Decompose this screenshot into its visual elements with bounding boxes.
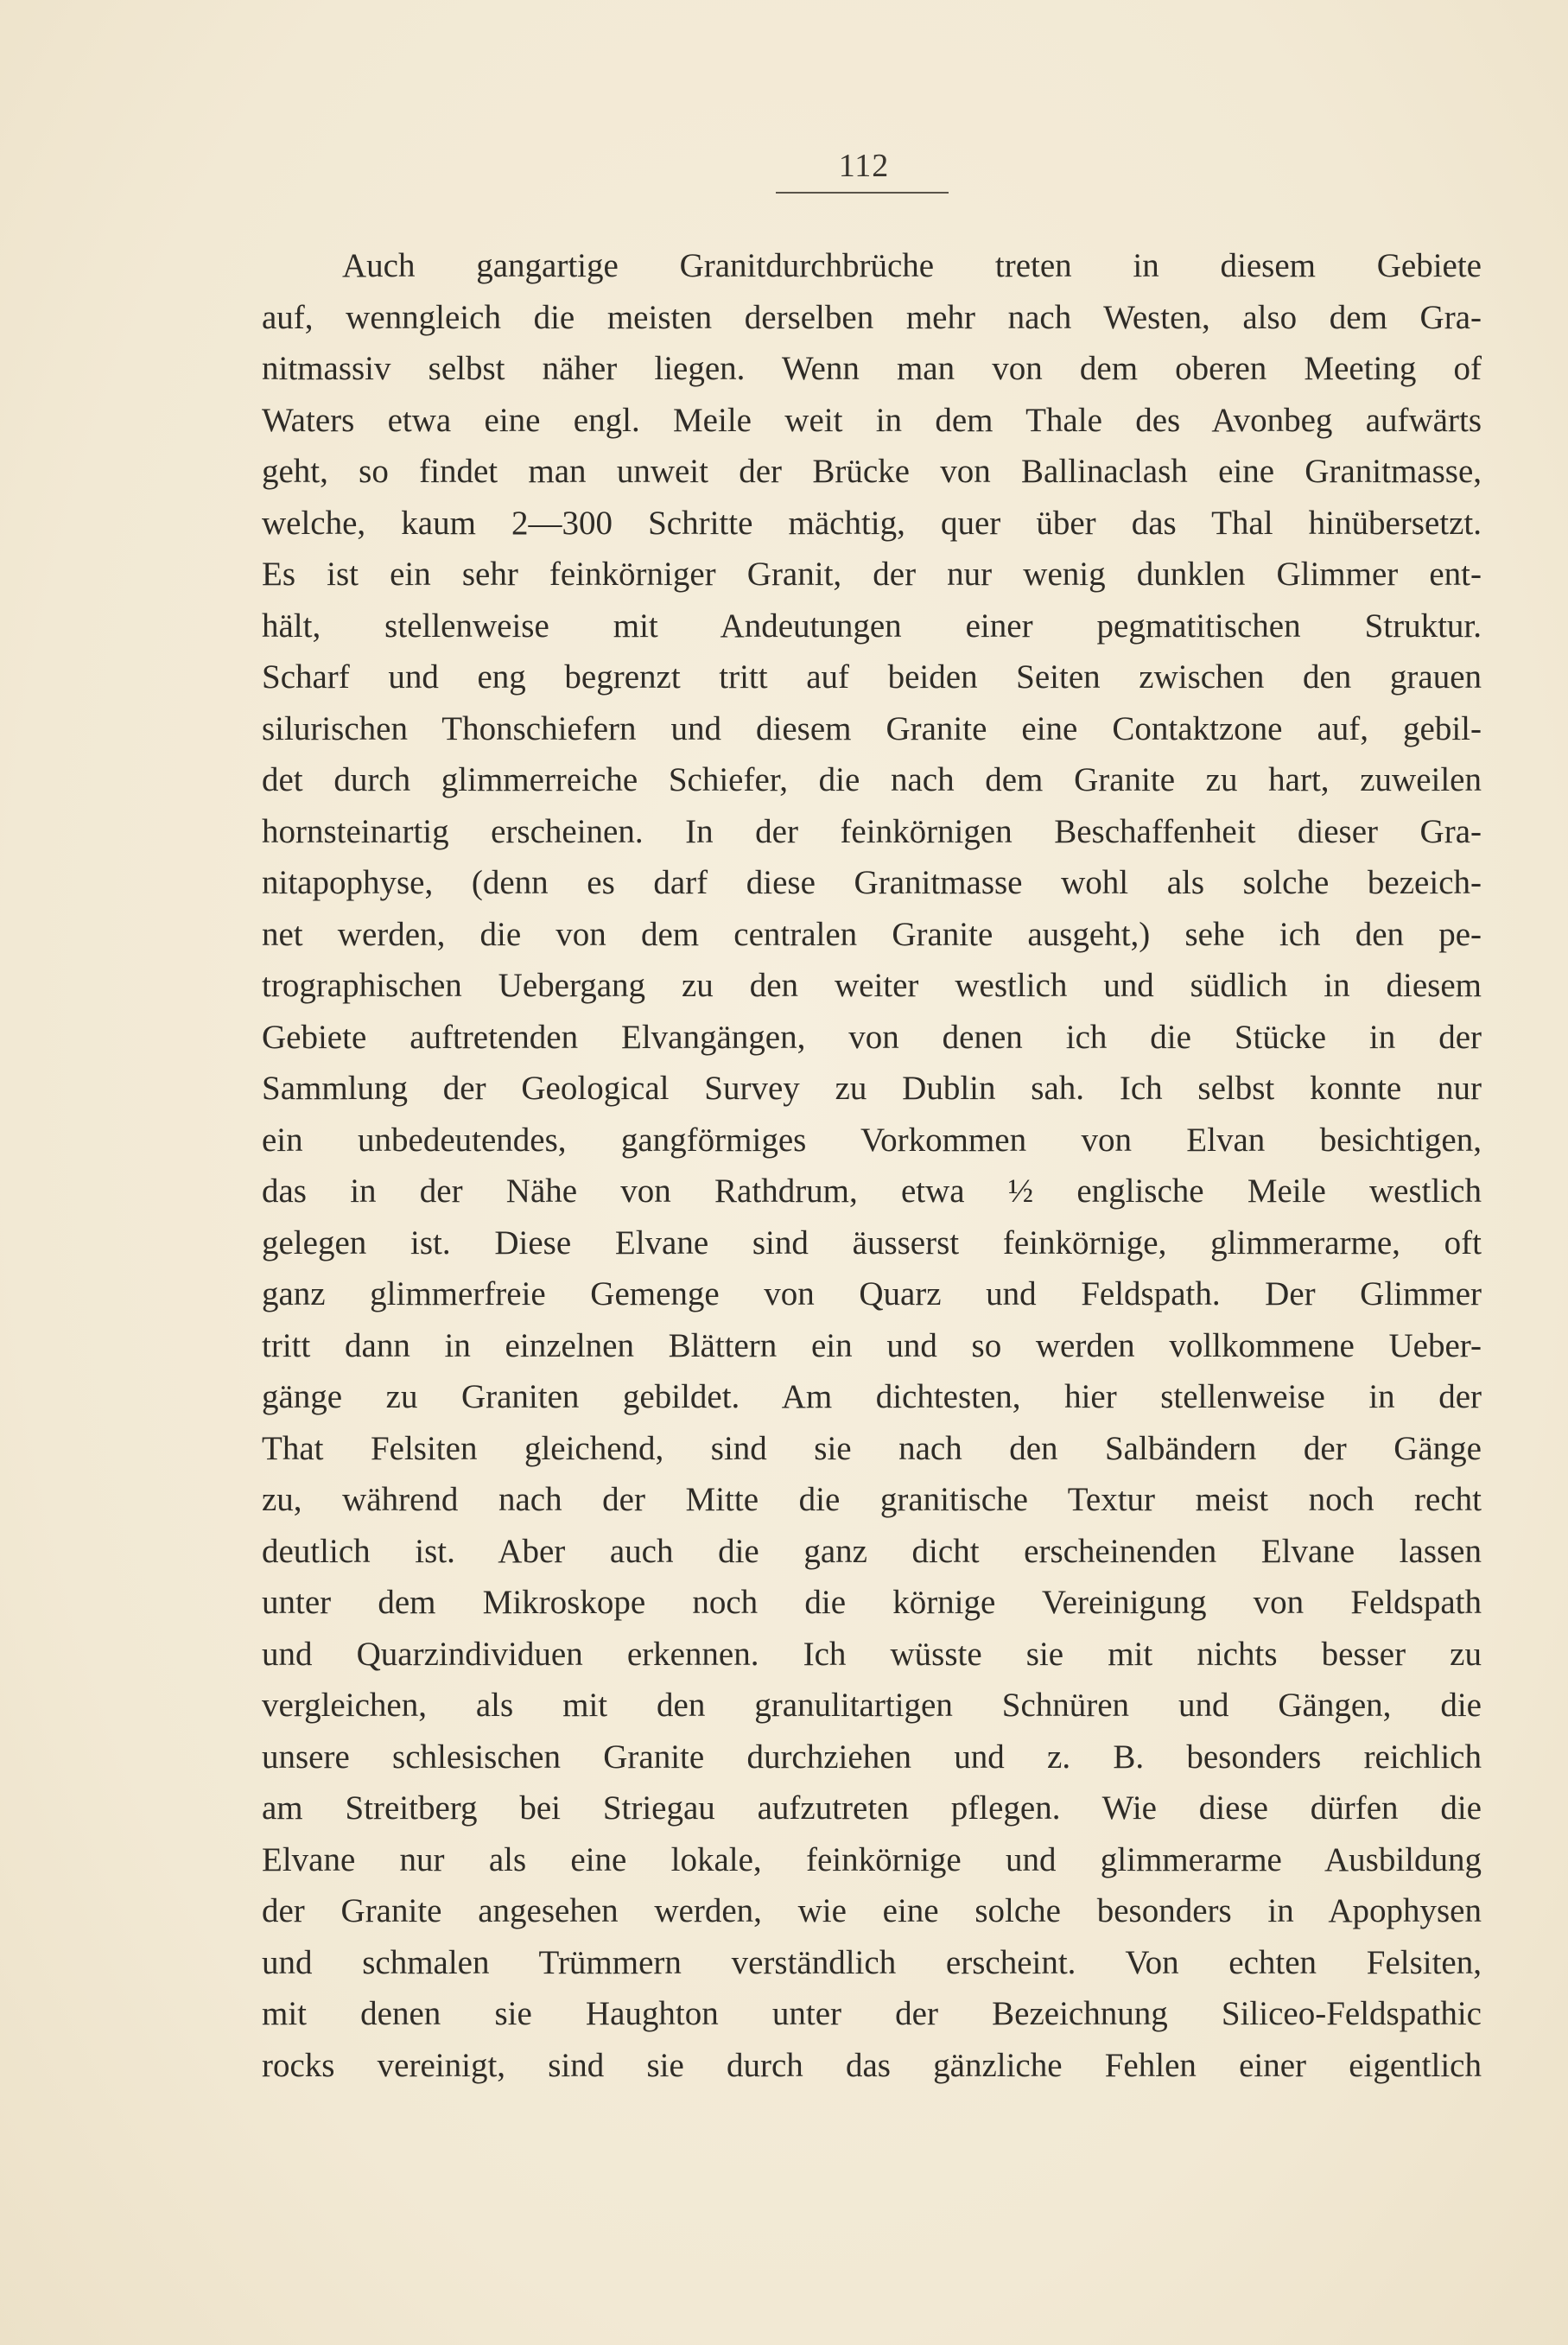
text-line: zu, während nach der Mitte die granitische Textur meist noch recht bbox=[262, 1481, 1482, 1518]
page-number: 112 bbox=[838, 148, 890, 184]
page-number-rule bbox=[776, 192, 949, 194]
text-line: Scharf und eng begrenzt tritt auf beiden Seiten zwischen den grauen bbox=[262, 658, 1482, 696]
text-line: ganz glimmerfreie Gemenge von Quarz und Feldspath. Der Glimmer bbox=[262, 1275, 1482, 1312]
text-line: ein unbedeutendes, gangförmiges Vorkommen von Elvan besichtigen, bbox=[262, 1121, 1482, 1159]
body-text bbox=[262, 240, 1482, 2091]
text-line: der Granite angesehen werden, wie eine solche besonders in Apophysen bbox=[262, 1892, 1482, 1929]
text-line: auf, wenngleich die meisten derselben mehr nach Westen, also dem Gra- bbox=[262, 298, 1482, 336]
text-line: trographischen Uebergang zu den weiter westlich und südlich in diesem bbox=[262, 967, 1482, 1004]
text-line: und schmalen Trümmern verständlich erscheint. Von echten Felsiten, bbox=[262, 1943, 1482, 1981]
text-line: That Felsiten gleichend, sind sie nach den Salbändern der Gänge bbox=[262, 1429, 1482, 1467]
text-line: Es ist ein sehr feinkörniger Granit, der nur wenig dunklen Glimmer ent- bbox=[262, 556, 1482, 593]
text-line: welche, kaum 2—300 Schritte mächtig, quer über das Thal hinübersetzt. bbox=[262, 504, 1482, 542]
text-line: hornsteinartig erscheinen. In der feinkörnigen Beschaffenheit dieser Gra- bbox=[262, 812, 1482, 850]
text-line: det durch glimmerreiche Schiefer, die nach dem Granite zu hart, zuweilen bbox=[262, 761, 1482, 798]
text-line: Gebiete auftretenden Elvangängen, von denen ich die Stücke in der bbox=[262, 1018, 1482, 1056]
text-line: Auch gangartige Granitdurchbrüche treten in diesem Gebiete bbox=[342, 247, 1482, 284]
text-line: deutlich ist. Aber auch die ganz dicht erscheinenden Elvane lassen bbox=[262, 1532, 1482, 1570]
text-line: hält, stellenweise mit Andeutungen einer pegmatitischen Struktur. bbox=[262, 607, 1482, 645]
text-line: gänge zu Graniten gebildet. Am dichtesten, hier stellenweise in der bbox=[262, 1378, 1482, 1415]
text-line: Elvane nur als eine lokale, feinkörnige und glimmerarme Ausbildung bbox=[262, 1840, 1482, 1878]
text-line: geht, so findet man unweit der Brücke von Ballinaclash eine Granitmasse, bbox=[262, 453, 1482, 490]
text-line: mit denen sie Haughton unter der Bezeichnung Siliceo-Feldspathic bbox=[262, 1995, 1482, 2032]
text-line: vergleichen, als mit den granulitartigen Schnüren und Gängen, die bbox=[262, 1687, 1482, 1724]
text-line: das in der Nähe von Rathdrum, etwa ½ englische Meile westlich bbox=[262, 1172, 1482, 1210]
text-line: Waters etwa eine engl. Meile weit in dem Thale des Avonbeg aufwärts bbox=[262, 401, 1482, 439]
text-line: rocks vereinigt, sind sie durch das gänzliche Fehlen einer eigentlich bbox=[262, 2046, 1482, 2084]
text-line: net werden, die von dem centralen Granite ausgeht,) sehe ich den pe- bbox=[262, 915, 1482, 953]
text-line: und Quarzindividuen erkennen. Ich wüsste sie mit nichts besser zu bbox=[262, 1635, 1482, 1673]
text-line: nitmassiv selbst näher liegen. Wenn man von dem oberen Meeting of bbox=[262, 350, 1482, 387]
text-line: am Streitberg bei Striegau aufzutreten pflegen. Wie diese dürfen die bbox=[262, 1789, 1482, 1827]
text-line: tritt dann in einzelnen Blättern ein und so werden vollkommene Ueber- bbox=[262, 1326, 1482, 1364]
text-line: silurischen Thonschiefern und diesem Granite eine Contaktzone auf, gebil- bbox=[262, 709, 1482, 747]
text-line: gelegen ist. Diese Elvane sind äusserst feinkörnige, glimmerarme, oft bbox=[262, 1223, 1482, 1261]
text-line: nitapophyse, (denn es darf diese Granitmasse wohl als solche bezeich- bbox=[262, 864, 1482, 901]
text-line: unsere schlesischen Granite durchziehen und z. B. besonders reichlich bbox=[262, 1738, 1482, 1776]
text-line: Sammlung der Geological Survey zu Dublin sah. Ich selbst konnte nur bbox=[262, 1070, 1482, 1107]
text-line: unter dem Mikroskope noch die körnige Vereinigung von Feldspath bbox=[262, 1584, 1482, 1621]
